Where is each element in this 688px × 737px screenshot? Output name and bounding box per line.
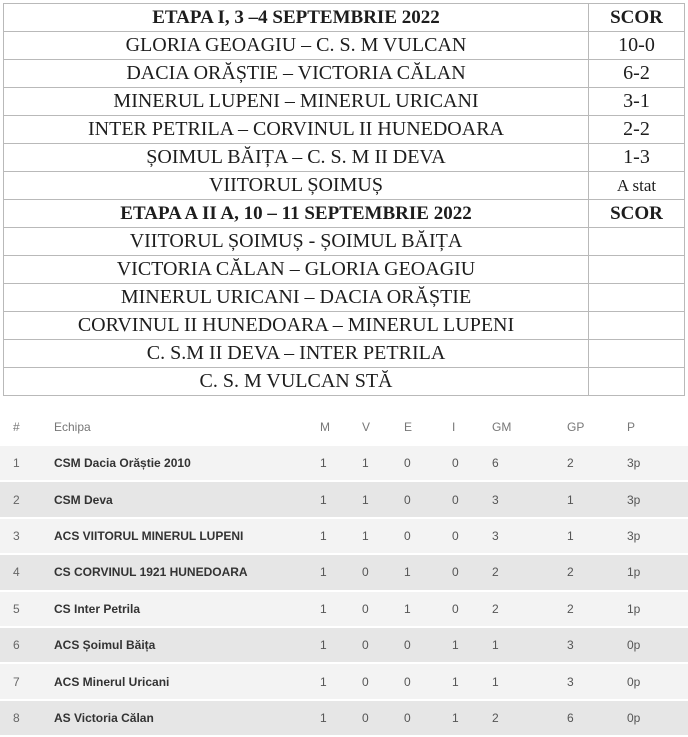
fixture-score: [589, 340, 685, 368]
goals-against-cell: 6: [561, 700, 621, 736]
fixture-match: VICTORIA CĂLAN – GLORIA GEOAGIU: [4, 256, 589, 284]
draws-cell: 1: [398, 554, 446, 590]
matches-cell: 1: [314, 445, 356, 481]
goals-against-cell: 2: [561, 445, 621, 481]
team-name-cell: CSM Deva: [52, 481, 314, 517]
round2-score-header: SCOR: [589, 200, 685, 228]
draws-cell: 0: [398, 627, 446, 663]
fixture-score: 1-3: [589, 144, 685, 172]
goals-for-cell: 3: [486, 481, 561, 517]
wins-cell: 0: [356, 554, 398, 590]
fixture-match: VIITORUL ȘOIMUȘ - ȘOIMUL BĂIȚA: [4, 228, 589, 256]
position-cell: 5: [0, 591, 52, 627]
matches-cell: 1: [314, 627, 356, 663]
points-cell: 3p: [621, 481, 688, 517]
fixture-match: C. S. M VULCAN STĂ: [4, 368, 589, 396]
fixtures-table: [3, 3, 685, 396]
col-header-goals-against: GP: [561, 410, 621, 445]
wins-cell: 0: [356, 627, 398, 663]
losses-cell: 0: [446, 554, 486, 590]
losses-cell: 1: [446, 700, 486, 736]
standings-header-row: [0, 410, 688, 445]
fixture-score: [589, 312, 685, 340]
table-row: [0, 554, 688, 590]
matches-cell: 1: [314, 554, 356, 590]
losses-cell: 0: [446, 591, 486, 627]
points-cell: 3p: [621, 445, 688, 481]
goals-for-cell: 1: [486, 627, 561, 663]
position-cell: 3: [0, 518, 52, 554]
fixture-score: 2-2: [589, 116, 685, 144]
col-header-wins: V: [356, 410, 398, 445]
fixture-row: [4, 312, 685, 340]
goals-against-cell: 2: [561, 591, 621, 627]
matches-cell: 1: [314, 700, 356, 736]
fixture-match: MINERUL URICANI – DACIA ORĂȘTIE: [4, 284, 589, 312]
fixture-match: C. S.M II DEVA – INTER PETRILA: [4, 340, 589, 368]
col-header-goals-for: GM: [486, 410, 561, 445]
goals-for-cell: 2: [486, 591, 561, 627]
draws-cell: 0: [398, 700, 446, 736]
table-row: [0, 700, 688, 736]
points-cell: 0p: [621, 700, 688, 736]
col-header-position: #: [0, 410, 52, 445]
wins-cell: 1: [356, 518, 398, 554]
position-cell: 4: [0, 554, 52, 590]
points-cell: 1p: [621, 591, 688, 627]
col-header-points: P: [621, 410, 688, 445]
goals-against-cell: 3: [561, 663, 621, 699]
position-cell: 2: [0, 481, 52, 517]
table-row: [0, 481, 688, 517]
fixture-row: [4, 284, 685, 312]
position-cell: 6: [0, 627, 52, 663]
matches-cell: 1: [314, 481, 356, 517]
position-cell: 8: [0, 700, 52, 736]
losses-cell: 0: [446, 481, 486, 517]
fixture-score: [589, 284, 685, 312]
fixture-match: GLORIA GEOAGIU – C. S. M VULCAN: [4, 32, 589, 60]
draws-cell: 0: [398, 481, 446, 517]
fixture-row: [4, 368, 685, 396]
losses-cell: 0: [446, 518, 486, 554]
fixture-score: 6-2: [589, 60, 685, 88]
losses-cell: 1: [446, 627, 486, 663]
goals-for-cell: 3: [486, 518, 561, 554]
points-cell: 3p: [621, 518, 688, 554]
fixture-score: 10-0: [589, 32, 685, 60]
draws-cell: 0: [398, 518, 446, 554]
team-name-cell: CS CORVINUL 1921 HUNEDOARA: [52, 554, 314, 590]
round2-header-row: [4, 200, 685, 228]
losses-cell: 0: [446, 445, 486, 481]
col-header-team: Echipa: [52, 410, 314, 445]
goals-for-cell: 1: [486, 663, 561, 699]
goals-for-cell: 2: [486, 700, 561, 736]
team-name-cell: ACS Șoimul Băița: [52, 627, 314, 663]
round1-score-header: SCOR: [589, 4, 685, 32]
wins-cell: 0: [356, 591, 398, 627]
goals-for-cell: 6: [486, 445, 561, 481]
draws-cell: 0: [398, 663, 446, 699]
table-row: [0, 663, 688, 699]
fixture-score: [589, 256, 685, 284]
team-name-cell: ACS Minerul Uricani: [52, 663, 314, 699]
draws-cell: 1: [398, 591, 446, 627]
table-row: [0, 627, 688, 663]
col-header-losses: I: [446, 410, 486, 445]
fixture-row: [4, 256, 685, 284]
table-row: [0, 518, 688, 554]
col-header-draws: E: [398, 410, 446, 445]
fixture-row: [4, 88, 685, 116]
points-cell: 0p: [621, 663, 688, 699]
losses-cell: 1: [446, 663, 486, 699]
fixture-score: 3-1: [589, 88, 685, 116]
points-cell: 1p: [621, 554, 688, 590]
col-header-matches: M: [314, 410, 356, 445]
fixture-match: INTER PETRILA – CORVINUL II HUNEDOARA: [4, 116, 589, 144]
fixture-row: [4, 116, 685, 144]
goals-for-cell: 2: [486, 554, 561, 590]
fixture-match: MINERUL LUPENI – MINERUL URICANI: [4, 88, 589, 116]
matches-cell: 1: [314, 591, 356, 627]
fixture-match: DACIA ORĂȘTIE – VICTORIA CĂLAN: [4, 60, 589, 88]
team-name-cell: ACS VIITORUL MINERUL LUPENI: [52, 518, 314, 554]
team-name-cell: CS Inter Petrila: [52, 591, 314, 627]
fixture-row: [4, 32, 685, 60]
matches-cell: 1: [314, 663, 356, 699]
goals-against-cell: 3: [561, 627, 621, 663]
table-row: [0, 445, 688, 481]
position-cell: 7: [0, 663, 52, 699]
fixture-row: [4, 60, 685, 88]
standings-table: [0, 410, 688, 737]
fixture-row: [4, 228, 685, 256]
matches-cell: 1: [314, 518, 356, 554]
fixture-row: [4, 172, 685, 200]
goals-against-cell: 1: [561, 518, 621, 554]
draws-cell: 0: [398, 445, 446, 481]
fixture-match: VIITORUL ȘOIMUȘ: [4, 172, 589, 200]
fixture-row: [4, 340, 685, 368]
wins-cell: 1: [356, 445, 398, 481]
goals-against-cell: 2: [561, 554, 621, 590]
round1-header-row: [4, 4, 685, 32]
wins-cell: 1: [356, 481, 398, 517]
wins-cell: 0: [356, 663, 398, 699]
round1-title: ETAPA I, 3 –4 SEPTEMBRIE 2022: [4, 4, 589, 32]
table-row: [0, 591, 688, 627]
position-cell: 1: [0, 445, 52, 481]
team-name-cell: AS Victoria Călan: [52, 700, 314, 736]
goals-against-cell: 1: [561, 481, 621, 517]
fixture-match: ȘOIMUL BĂIȚA – C. S. M II DEVA: [4, 144, 589, 172]
points-cell: 0p: [621, 627, 688, 663]
fixture-row: [4, 144, 685, 172]
team-name-cell: CSM Dacia Orăștie 2010: [52, 445, 314, 481]
fixture-score: [589, 368, 685, 396]
fixture-match: CORVINUL II HUNEDOARA – MINERUL LUPENI: [4, 312, 589, 340]
round2-title: ETAPA A II A, 10 – 11 SEPTEMBRIE 2022: [4, 200, 589, 228]
fixture-score: [589, 228, 685, 256]
wins-cell: 0: [356, 700, 398, 736]
fixture-score: A stat: [589, 172, 685, 200]
